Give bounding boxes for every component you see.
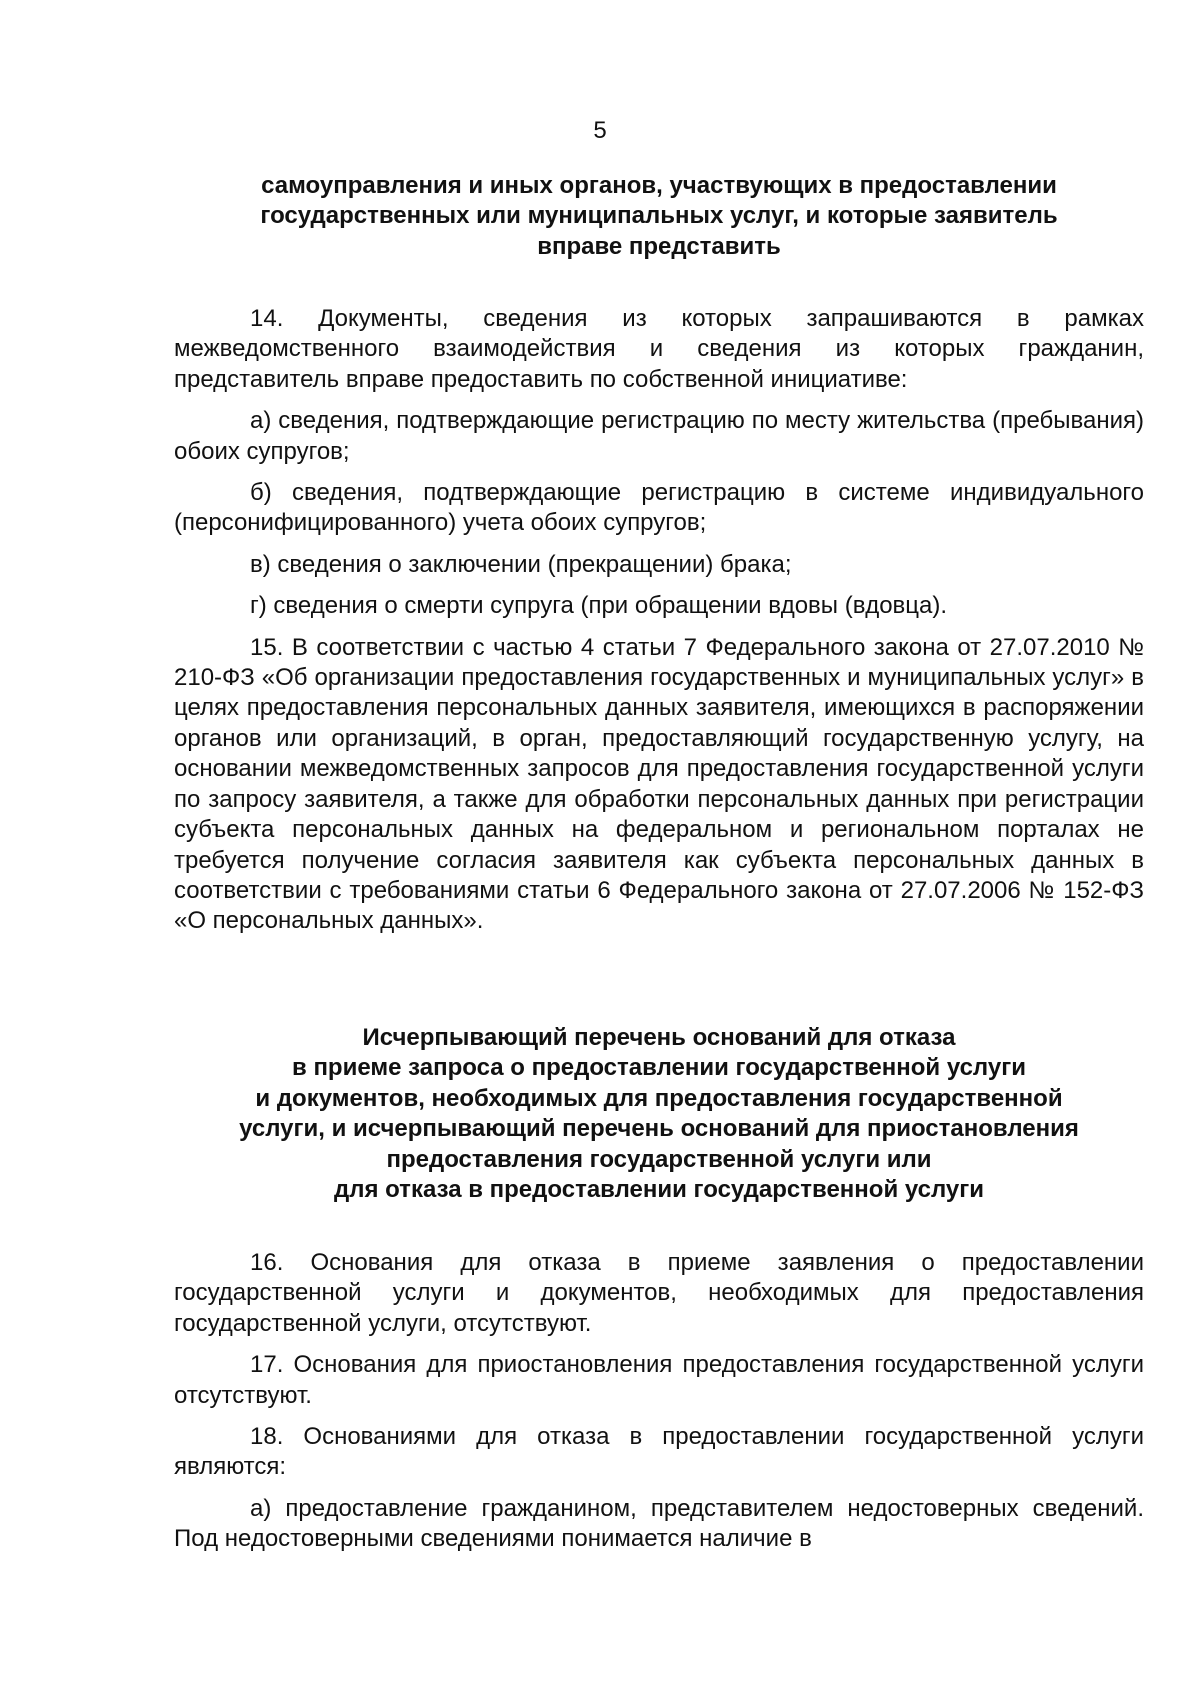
paragraph-18: 18. Основаниями для отказа в предоставлении государственной услуги являются: <box>174 1423 1144 1481</box>
paragraph-17: 17. Основания для приостановления предоставления государственной услуги отсутствуют. <box>174 1351 1144 1409</box>
heading-line: услуги, и исчерпывающий перечень оснований для приостановления <box>239 1115 1079 1143</box>
heading-line: самоуправления и иных органов, участвующих в предоставлении <box>261 172 1057 199</box>
heading-line: вправе представить <box>537 232 781 260</box>
list-item-a-2: а) предоставление гражданином, представителем недостоверных сведений. Под недостоверными сведениями понимается наличие в <box>174 1494 1144 1553</box>
heading-line: предоставления государственной услуги или <box>386 1145 932 1173</box>
list-item-a: а) сведения, подтверждающие регистрацию по месту жительства (пребывания) обоих супругов; <box>174 407 1144 465</box>
page-number: 5 <box>593 117 607 144</box>
paragraph-15: 15. В соответствии с частью 4 статьи 7 Федерального закона от 27.07.2010 № 210-ФЗ «Об организации предоставления государственных и муниципальных услуг» в целях предоставления персональных данных заявителя, имеющихся в распоряжении органов или организаций, в орган, предоставляющий государственную услугу, на основании межведомственных запросов для предоставления государственной услуги по запросу заявителя, а также для обработки персональных данных при регистрации субъекта персональных данных на федеральном и региональном порталах не требуется получение согласия заявителя как субъекта персональных данных в соответствии с требованиями статьи 6 Федерального закона от 27.07.2006 № 152-ФЗ «О персональных данных». <box>174 633 1144 935</box>
heading-line: и документов, необходимых для предоставления государственной <box>255 1084 1063 1112</box>
heading-line: государственных или муниципальных услуг, и которые заявитель <box>260 202 1058 230</box>
heading-line: для отказа в предоставлении государственной услуги <box>333 1176 985 1204</box>
heading-line: в приеме запроса о предоставлении государственной услуги <box>292 1054 1026 1082</box>
paragraph-16: 16. Основания для отказа в приеме заявления о предоставлении государственной услуги и документов, необходимых для предоставления государственной услуги, отсутствуют. <box>174 1249 1144 1337</box>
list-item-b: б) сведения, подтверждающие регистрацию в системе индивидуального (персонифицированного) учета обоих супругов; <box>174 479 1144 537</box>
document-body-section-1 <box>174 304 1144 937</box>
paragraph-14: 14. Документы, сведения из которых запрашиваются в рамках межведомственного взаимодействия и сведения из которых гражданин, представитель вправе предоставить по собственной инициативе: <box>174 305 1144 393</box>
section-heading-refusal-grounds <box>172 1023 1146 1205</box>
list-item-v: в) сведения о заключении (прекращении) брака; <box>250 550 792 578</box>
section-heading-documents <box>172 171 1146 262</box>
document-body-section-2 <box>174 1248 1144 1555</box>
heading-line: Исчерпывающий перечень оснований для отказа <box>362 1024 956 1051</box>
list-item-g: г) сведения о смерти супруга (при обращении вдовы (вдовца). <box>250 592 948 620</box>
